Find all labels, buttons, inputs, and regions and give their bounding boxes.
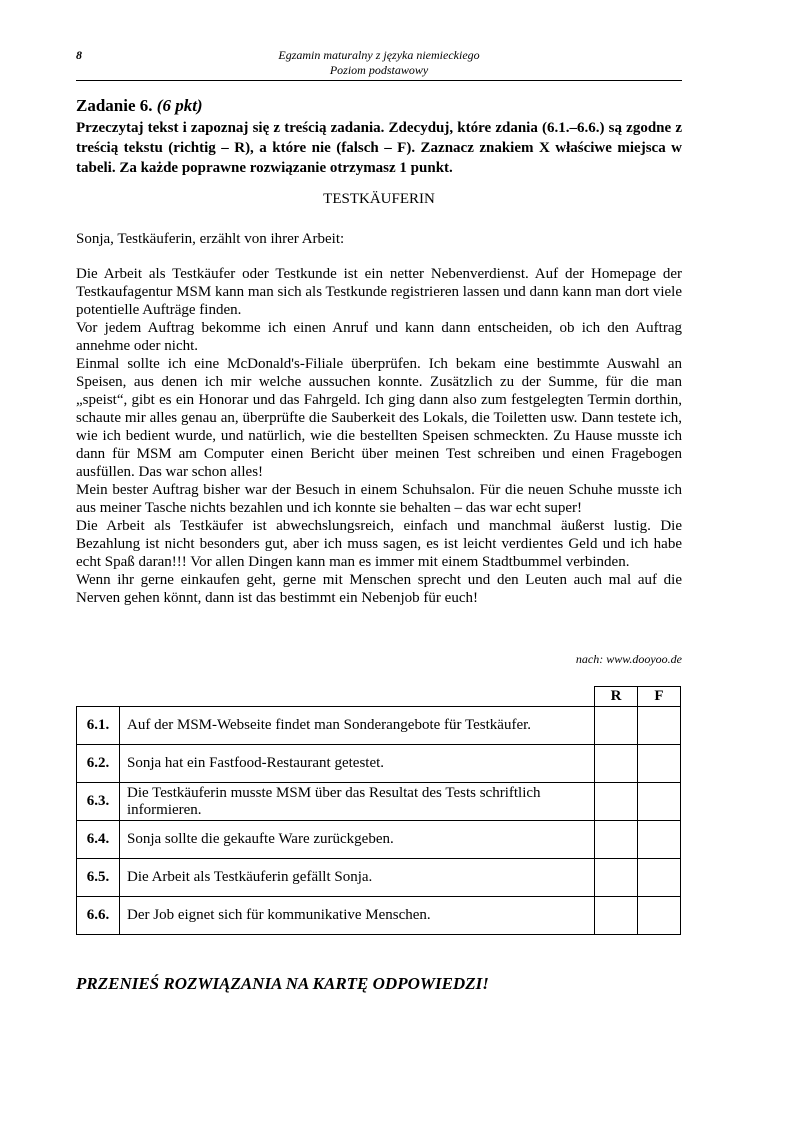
answer-cell-f[interactable] (638, 745, 681, 783)
exam-title: Egzamin maturalny z języka niemieckiego (278, 48, 480, 62)
table-row (77, 707, 681, 745)
task-number: Zadanie 6. (76, 96, 153, 115)
column-header-r: R (595, 687, 638, 707)
page-header (76, 48, 682, 81)
answer-cell-r[interactable] (595, 783, 638, 821)
paragraph: Die Arbeit als Testkäufer oder Testkunde ist ein netter Nebenverdienst. Auf der Homepage der Testkaufagentur MSM kann man sich als Testkunde registrieren lassen und dann kann man dort viele potentielle Aufträge finden. (76, 266, 682, 318)
task-points: (6 pkt) (156, 96, 203, 115)
page-number: 8 (76, 48, 82, 62)
statement-number: 6.1. (77, 707, 120, 745)
reading-text (76, 265, 682, 607)
statement-number: 6.6. (77, 897, 120, 935)
header-titles (76, 48, 682, 78)
statement-number: 6.4. (77, 821, 120, 859)
paragraph: Wenn ihr gerne einkaufen geht, gerne mit Menschen sprecht und den Leuten auch mal auf die Nerven gehen könnt, dann ist das bestimmt ein Nebenjob für euch! (76, 572, 682, 606)
statement-number: 6.2. (77, 745, 120, 783)
paragraph: Die Arbeit als Testkäufer ist abwechslungsreich, einfach und manchmal äußerst lustig. Die Bezahlung ist nicht besonders gut, aber ich muss sagen, es ist leicht verdientes Geld und ich habe echt Spaß daran!!! Vor allen Dingen kann man es immer mit einem Stadtbummel verbinden. (76, 518, 682, 570)
table-row (77, 745, 681, 783)
answer-cell-f[interactable] (638, 821, 681, 859)
paragraph: Mein bester Auftrag bisher war der Besuch in einem Schuhsalon. Für die neuen Schuhe musste ich aus meiner Tasche nichts bezahlen und ich konnte sie behalten – das war echt super! (76, 482, 682, 516)
answer-cell-f[interactable] (638, 897, 681, 935)
exam-level: Poziom podstawowy (329, 63, 429, 77)
answer-cell-f[interactable] (638, 783, 681, 821)
table-row (77, 821, 681, 859)
statement-text: Sonja hat ein Fastfood-Restaurant getestet. (120, 745, 595, 783)
answer-cell-f[interactable] (638, 859, 681, 897)
text-intro: Sonja, Testkäuferin, erzählt von ihrer Arbeit: (76, 231, 345, 247)
answer-cell-r[interactable] (595, 745, 638, 783)
table-row (77, 859, 681, 897)
answer-cell-r[interactable] (595, 707, 638, 745)
table-row (77, 783, 681, 821)
answer-cell-f[interactable] (638, 707, 681, 745)
statement-text: Der Job eignet sich für kommunikative Menschen. (120, 897, 595, 935)
paragraph: Einmal sollte ich eine McDonald's-Filiale überprüfen. Ich bekam eine bestimmte Auswahl an Speisen, aus denen ich mir welche aussuchen konnte. Zusätzlich zu der Summe, für die man „speist“, gibt es ein Honorar und das Fahrgeld. Ich ging dann also zum festgelegten Termin dorthin, schaute mir alles genau an, überprüfte die Sauberkeit des Lokals, die Toiletten usw. Dann testete ich, wie ich bedient wurde, und natürlich, wie die bestellten Speisen schmeckten. Zu Hause musste ich dann für MSM am Computer einen Bericht über meinen Test schreiben und einen Fragebogen ausfüllen. Das war schon alles! (76, 356, 682, 480)
text-source: nach: www.dooyoo.de (575, 652, 682, 666)
task-instruction: Przeczytaj tekst i zapoznaj się z treścią zadania. Zdecyduj, które zdania (6.1.–6.6.) są zgodne z treścią tekstu (richtig – R), a które nie (falsch – F). Zaznacz znakiem X właściwe miejsca w tabeli. Za każde poprawne rozwiązanie otrzymasz 1 punkt. (76, 120, 682, 176)
statement-text: Die Arbeit als Testkäuferin gefällt Sonja. (120, 859, 595, 897)
statement-text: Die Testkäuferin musste MSM über das Resultat des Tests schriftlich informieren. (120, 783, 595, 821)
text-title: TESTKÄUFERIN (323, 191, 435, 207)
answer-cell-r[interactable] (595, 859, 638, 897)
statement-number: 6.3. (77, 783, 120, 821)
statement-text: Auf der MSM-Webseite findet man Sonderangebote für Testkäufer. (120, 707, 595, 745)
statement-number: 6.5. (77, 859, 120, 897)
answer-cell-r[interactable] (595, 897, 638, 935)
statement-text: Sonja sollte die gekaufte Ware zurückgeben. (120, 821, 595, 859)
column-header-f: F (638, 687, 681, 707)
answer-table (76, 686, 681, 935)
paragraph: Vor jedem Auftrag bekomme ich einen Anruf und kann dann entscheiden, ob ich den Auftrag annehme oder nicht. (76, 320, 682, 354)
table-row (77, 897, 681, 935)
table-header-row (77, 687, 681, 707)
task-title (76, 95, 203, 117)
transfer-note: PRZENIEŚ ROZWIĄZANIA NA KARTĘ ODPOWIEDZI! (76, 974, 489, 993)
answer-cell-r[interactable] (595, 821, 638, 859)
